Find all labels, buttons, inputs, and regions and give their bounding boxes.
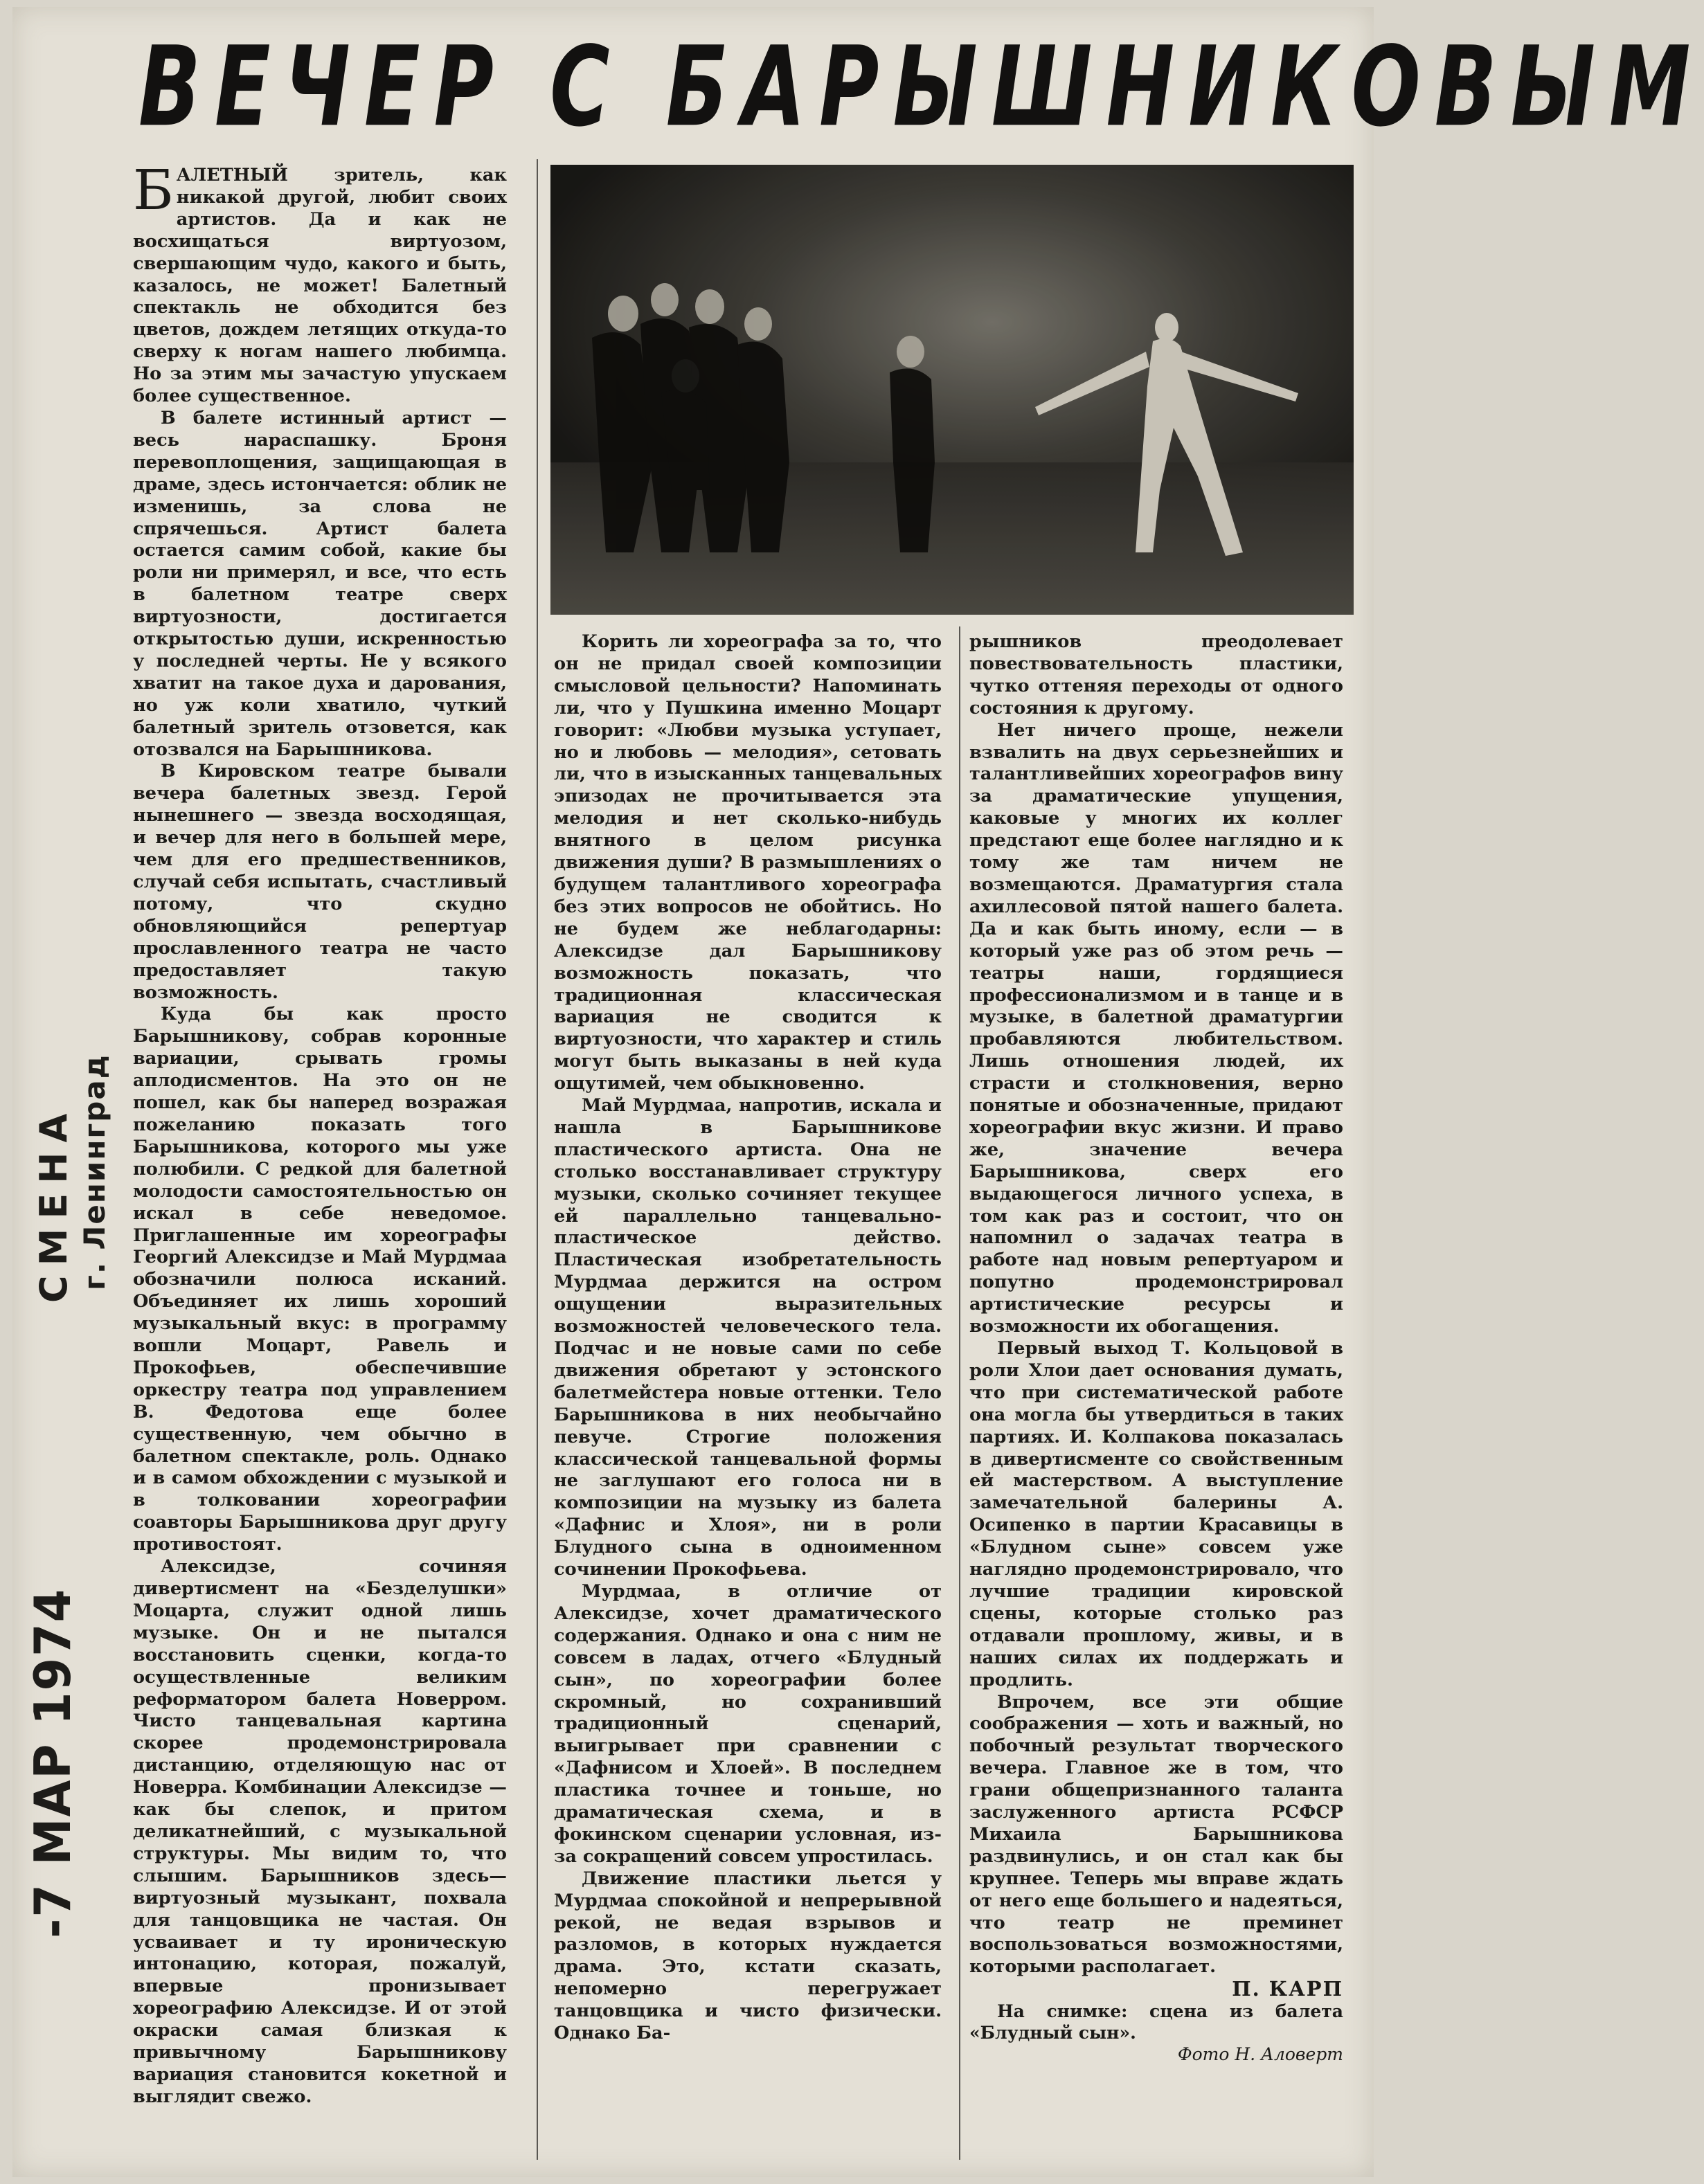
caption-label: На снимке: (997, 2001, 1128, 2022)
article-paragraph: Движение пластики льется у Мурдмаа спокойной и непрерывной рекой, не ведая взрывов и разломов, в которых нуждается драма. Это, кстати сказать, непомерно перегружает танцовщика и чисто физически. Однако Ба- (554, 1868, 942, 2044)
article-paragraph: Нет ничего проще, нежели взвалить на двух серьезнейших и талантливейших хореографов вину за драматические упущения, каковые у многих их коллег предстают еще более наглядно и к тому же там ничем не возмещаются. Драматургия стала ахиллесовой пятой нашего балета. Да и как быть иному, если — в который уже раз об этом речь — театры наши, гордящиеся профессионализмом и в танце и в музыке, в балетной драматургии пробавляются любительством. Лишь отношения людей, их страсти и столкновения, верно понятые и обозначенные, придают хореографии вкус жизни. И право же, значение вечера Барышникова, сверх его выдающегося личного успеха, в том как раз и состоит, что он напомнил о задачах театра в работе над новым репертуаром и попутно продемонстрировал артистические ресурсы и возможности их обогащения. (969, 719, 1343, 1337)
photo-caption (969, 2001, 1343, 2065)
date-stamp: -7 МАР 1974 (24, 1587, 82, 1938)
ballet-photo (550, 165, 1354, 615)
newspaper-stamp-name: СМЕНА (32, 1103, 75, 1303)
drop-cap: Б (133, 158, 174, 222)
article-paragraph: Алексидзе, сочиняя дивертисмент на «Безделушки» Моцарта, служит одной лишь музыке. Он и не пытался восстановить сценки, когда-то осуществленные великим реформатором балета Новерром. Чисто танцевальная картина скорее продемонстрировала дистанцию, отделяющую нас от Новерра. Комбинации Алексидзе — как бы слепок, и притом деликатнейший, с музыкальной структуры. Мы видим то, что слышим. Барышников здесь—виртуозный музыкант, похвала для танцовщика не частая. Он усваивает и ту ироническую интонацию, которая, пожалуй, впервые пронизывает хореографию Алексидзе. И от этой окраски самая близкая к привычному Барышникову вариация становится кокетной и выглядит свежо. (133, 1556, 507, 2107)
article-paragraph: БАЛЕТНЫЙ зритель, как никакой другой, любит своих артистов. Да и как не восхищаться виртуозом, свершающим чудо, какого и быть, казалось, не может! Балетный спектакль не обходится без цветов, дождем летящих откуда-то сверху к ногам нашего любимца. Но за этим мы зачастую упускаем более существенное. (133, 158, 507, 407)
article-column-3 (969, 631, 1343, 2065)
article-column-1 (133, 158, 507, 2109)
column-divider (959, 626, 960, 2160)
article-paragraph: Первый выход Т. Кольцовой в роли Хлои дает основания думать, что при систематической работе она могла бы утвердиться в таких партиях. И. Колпакова показалась в дивертисменте со свойственным ей мастерством. А выступление замечательной балерины А. Осипенко в партии Красавицы в «Блудном сыне» совсем уже наглядно продемонстрировало, что лучшие традиции кировской сцены, которые столько раз отдавали прошлому, живы, и в наших силах их поддержать и продлить. (969, 1338, 1343, 1690)
article-column-2 (554, 631, 942, 2045)
article-paragraph: В Кировском театре бывали вечера балетных звезд. Герой нынешнего — звезда восходящая, и вечер для него в большей мере, чем для его предшественников, случай себя испытать, счастливый потому, что скудно обновляющийся репертуар прославленного театра не часто предоставляет такую возможность. (133, 761, 507, 1003)
photo-credit: Фото Н. Аловерт (1177, 2044, 1343, 2065)
ballet-scene-image (550, 165, 1354, 615)
article-paragraph: Мурдмаа, в отличие от Алексидзе, хочет драматического содержания. Однако и она с ним не совсем в ладах, отчего «Блудный сын», по хореографии более скромный, но сохранивший традиционный сценарий, выигрывает при сравнении с «Дафнисом и Хлоей». В последнем пластика точнее и тоньше, но драматическая схема, и в фокинском сценарии условная, из-за сокращений совсем упростилась. (554, 1580, 942, 1867)
article-paragraph: В балете истинный артист — весь нараспашку. Броня перевоплощения, защищающая в драме, здесь истончается: облик не изменишь, за слова не спрячешься. Артист балета остается самим собой, какие бы роли ни примерял, и все, что есть в балетном театре сверх виртуозности, достигается открытостью души, искренностью у последней черты. Не у всякого хватит на такое духа и дарования, но уж коли хватило, чуткий балетный зритель отзовется, как отозвался на Барышникова. (133, 407, 507, 760)
article-paragraph: Впрочем, все эти общие соображения — хоть и важный, но побочный результат творческого вечера. Главное же в том, что грани общепризнанного таланта заслуженного артиста РСФСР Михаила Барышникова раздвинулись, и он стал как бы крупнее. Теперь мы вправе ждать от него еще большего и надеяться, что театр не преминет воспользоваться возможностями, которыми располагает. (969, 1691, 1343, 1978)
headline: ВЕЧЕР С БАРЫШНИКОВЫМ (138, 21, 1704, 152)
author-byline: П. КАРП (1232, 1977, 1343, 2001)
newspaper-stamp-city: г. Ленинград (78, 1054, 111, 1290)
article-paragraph: Корить ли хореографа за то, что он не придал своей композиции смысловой цельности? Напоминать ли, что у Пушкина именно Моцарт говорит: «Любви музыка уступает, но и любовь — мелодия», сетовать ли, что в изысканных танцевальных эпизодах не прочитывается эта мелодия и нет сколько-нибудь внятного в целом рисунка движения души? В размышлениях о будущем талантливого хореографа без этих вопросов не обойтись. Но не будем же неблагодарны: Алексидзе дал Барышникову возможность показать, что традиционная классическая вариация не сводится к виртуозности, что характер и стиль могут быть выказаны в ней куда ощутимей, чем обыкновенно. (554, 631, 942, 1094)
article-paragraph: Май Мурдмаа, напротив, искала и нашла в Барышникове пластического артиста. Она не столько восстанавливает структуру музыки, сколько сочиняет текущее ей параллельно танцевально-пластическое действо. Пластическая изобретательность Мурдмаа держится на остром ощущении выразительных возможностей человеческого тела. Подчас и не новые сами по себе движения обретают у эстонского балетмейстера новые оттенки. Тело Барышникова в них необычайно певуче. Строгие положения классической танцевальной формы не заглушают его голоса ни в композиции на музыку из балета «Дафнис и Хлоя», ни в роли Блудного сына в одноименном сочинении Прокофьева. (554, 1095, 942, 1580)
caption-text: сцена из балета «Блудный сын». (969, 2001, 1343, 2043)
article-paragraph: рышников преодолевает повествовательность пластики, чутко оттеняя переходы от одного состояния к другому. (969, 631, 1343, 719)
article-paragraph: Куда бы как просто Барышникову, собрав коронные вариации, срывать громы аплодисментов. На это он не пошел, как бы наперед возражая пожеланию показать того Барышникова, которого мы уже полюбили. С редкой для балетной молодости самостоятельностью он искал в себе неведомое. Приглашенные им хореографы Георгий Алексидзе и Май Мурдмаа обозначили полюса исканий. Объединяет их лишь хороший музыкальный вкус: в программу вошли Моцарт, Равель и Прокофьев, обеспечившие оркестру театра под управлением В. Федотова еще более существенную, чем обычно в балетном спектакле, роль. Однако и в самом обхождении с музыкой и в толковании хореографии соавторы Барышникова друг другу противостоят. (133, 1004, 507, 1555)
column-divider (537, 159, 538, 2160)
